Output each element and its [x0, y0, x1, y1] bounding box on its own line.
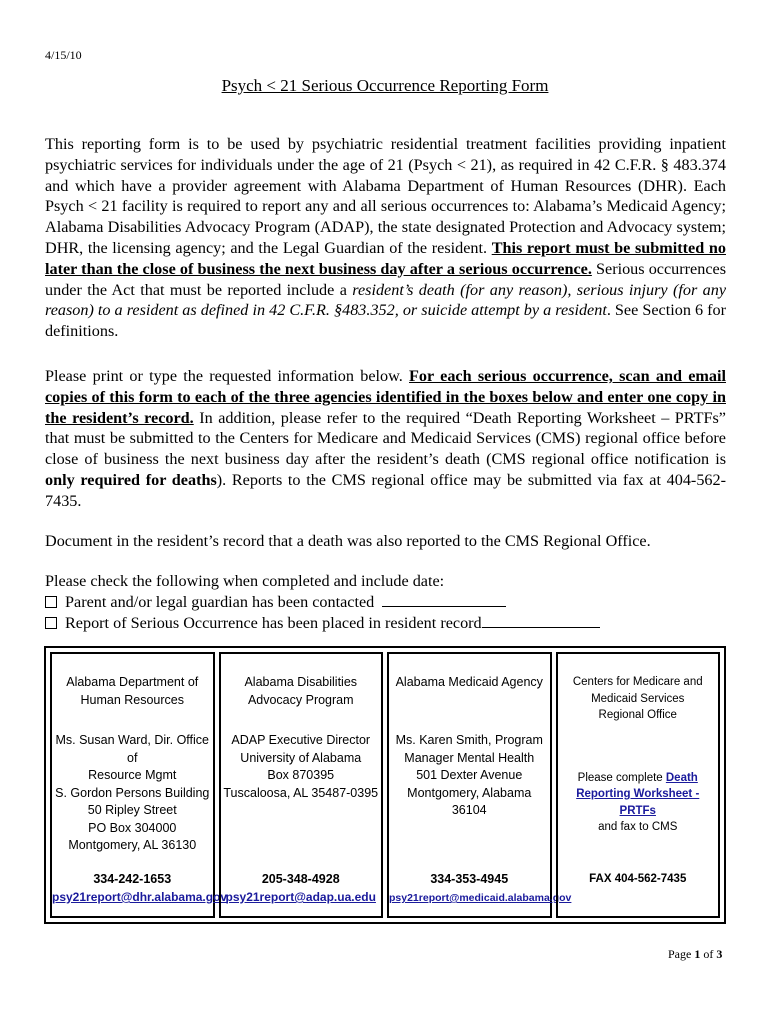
document-note: Document in the resident’s record that a death was also reported to the CMS Regional Office.	[45, 532, 651, 550]
guardian-contacted-date-field[interactable]	[382, 592, 506, 607]
page-total: 3	[716, 947, 723, 961]
instructions-text-1: Please print or type the requested information below.	[45, 367, 410, 385]
instructions-text-2: In addition, please refer to the required “Death Reporting Worksheet – PRTFs” that must be submitted to the Centers for Medicare and Medicaid Services (CMS) regional office before close of business the next business day after the resident’s death (CMS regional office notification is	[45, 408, 726, 469]
agency-name	[560, 674, 717, 724]
address-line: Manager Mental Health	[404, 750, 535, 765]
guardian-contacted-checkbox[interactable]	[45, 596, 57, 608]
form-date: 4/15/10	[45, 48, 82, 62]
agency-contacts-table	[44, 646, 726, 924]
address-line: Montgomery, Alabama 36104	[407, 785, 532, 817]
instructions-text-3: ). Reports to the CMS regional office may be submitted via fax at 404-562-7435.	[45, 470, 726, 510]
instructions-scan-email-notice: For each serious occurrence, scan and email copies of this form to each of the three agencies identified in the boxes below and enter one copy in the resident’s record.	[45, 367, 726, 427]
agency-address	[54, 732, 211, 855]
address-line: Tuscaloosa, AL 35487-0395	[223, 785, 379, 800]
intro-text-2: Serious occurrences under the Act that must be reported include a	[45, 259, 726, 299]
checklist-item-label: Report of Serious Occurrence has been placed in resident record	[65, 613, 482, 632]
agency-email-link[interactable]: psy21report@medicaid.alabama.gov	[389, 892, 572, 904]
agency-adap	[219, 652, 384, 918]
checklist	[45, 571, 726, 633]
page-title: Psych < 21 Serious Occurrence Reporting Form	[221, 76, 549, 95]
page-label: Page	[668, 947, 692, 961]
agency-phone: 205-348-4928	[261, 872, 340, 886]
instructions-deaths-only: only required for deaths	[45, 470, 217, 489]
cms-fax: FAX 404-562-7435	[589, 873, 687, 885]
agency-name-line: Alabama Department of	[66, 675, 199, 689]
cms-instructions	[560, 770, 717, 836]
page-number	[668, 947, 722, 962]
checklist-item-record	[45, 613, 726, 634]
address-line: Ms. Susan Ward, Dir. Office of	[55, 733, 209, 765]
address-line: 50 Ripley Street	[87, 803, 177, 817]
instructions-paragraph	[45, 366, 726, 512]
agency-phone: 334-353-4945	[430, 872, 509, 886]
intro-deadline-notice: This report must be submitted no later than the close of business the next business day after a serious occurrence.	[45, 238, 726, 278]
agency-address	[391, 732, 548, 820]
address-line: 501 Dexter Avenue	[416, 768, 523, 782]
agency-name	[223, 674, 380, 724]
checklist-item-guardian	[45, 592, 726, 613]
address-line: Ms. Karen Smith, Program	[395, 733, 543, 747]
checklist-heading: Please check the following when completed and include date:	[45, 572, 445, 590]
agency-address	[223, 732, 380, 802]
agency-dhr	[50, 652, 228, 918]
report-placed-checkbox[interactable]	[45, 617, 57, 629]
address-line: University of Alabama	[240, 750, 362, 765]
agency-name-line: Alabama Disabilities	[244, 675, 358, 689]
address-line: PO Box 304000	[88, 820, 177, 835]
agency-name-line: Regional Office	[598, 709, 677, 721]
cms-note-text: and fax to CMS	[598, 821, 678, 833]
page-of-label: of	[703, 947, 714, 961]
agency-phone: 334-242-1653	[93, 872, 172, 886]
agency-cms	[556, 652, 721, 918]
agency-name-line: Advocacy Program	[247, 692, 354, 707]
agency-name	[54, 674, 211, 724]
agency-name-line: Alabama Medicaid Agency	[395, 675, 543, 689]
address-line: Resource Mgmt	[88, 768, 177, 782]
intro-occurrence-types: resident’s death (for any reason), serious injury (for any reason) to a resident as defined in 42 C.F.R. §483.352, or suicide attempt by a resident	[45, 280, 727, 320]
report-placed-date-field[interactable]	[482, 613, 600, 628]
intro-paragraph	[45, 134, 726, 342]
agency-email-link[interactable]: psy21report@adap.ua.edu	[225, 890, 376, 904]
agency-name-line: Human Resources	[80, 692, 184, 707]
cms-note-text: Please complete	[577, 771, 666, 784]
address-line: Box 870395	[267, 768, 335, 782]
agency-name-line: Centers for Medicare and	[572, 676, 703, 688]
agency-medicaid	[387, 652, 572, 918]
death-worksheet-link[interactable]: Death Reporting Worksheet - PRTFs	[576, 771, 700, 817]
address-line: S. Gordon Persons Building	[55, 785, 210, 800]
agency-name	[391, 674, 548, 724]
agency-email-link[interactable]: psy21report@dhr.alabama.gov	[52, 890, 228, 904]
agency-name-line: Medicaid Services	[591, 692, 685, 705]
address-line: Montgomery, AL 36130	[68, 838, 197, 852]
checklist-item-label: Parent and/or legal guardian has been contacted	[65, 592, 375, 611]
intro-text-3: . See Section 6 for definitions.	[45, 301, 726, 341]
address-line: ADAP Executive Director	[231, 733, 371, 747]
page-current: 1	[694, 947, 701, 961]
intro-text-1: This reporting form is to be used by psychiatric residential treatment facilities providing inpatient psychiatric services for individuals under the age of 21 (Psych < 21), as required in 42 C.F.R. § 483.374 and which have a provider agreement with Alabama Department of Human Resources (DHR). Each Psych < 21 facility is required to report any and all serious occurrences to: Alabama’s Medicaid Agency; Alabama Disabilities Advocacy Program (ADAP), the state designated Protection and Advocacy system; DHR, the licensing agency; and the Legal Guardian of the resident.	[45, 135, 726, 257]
